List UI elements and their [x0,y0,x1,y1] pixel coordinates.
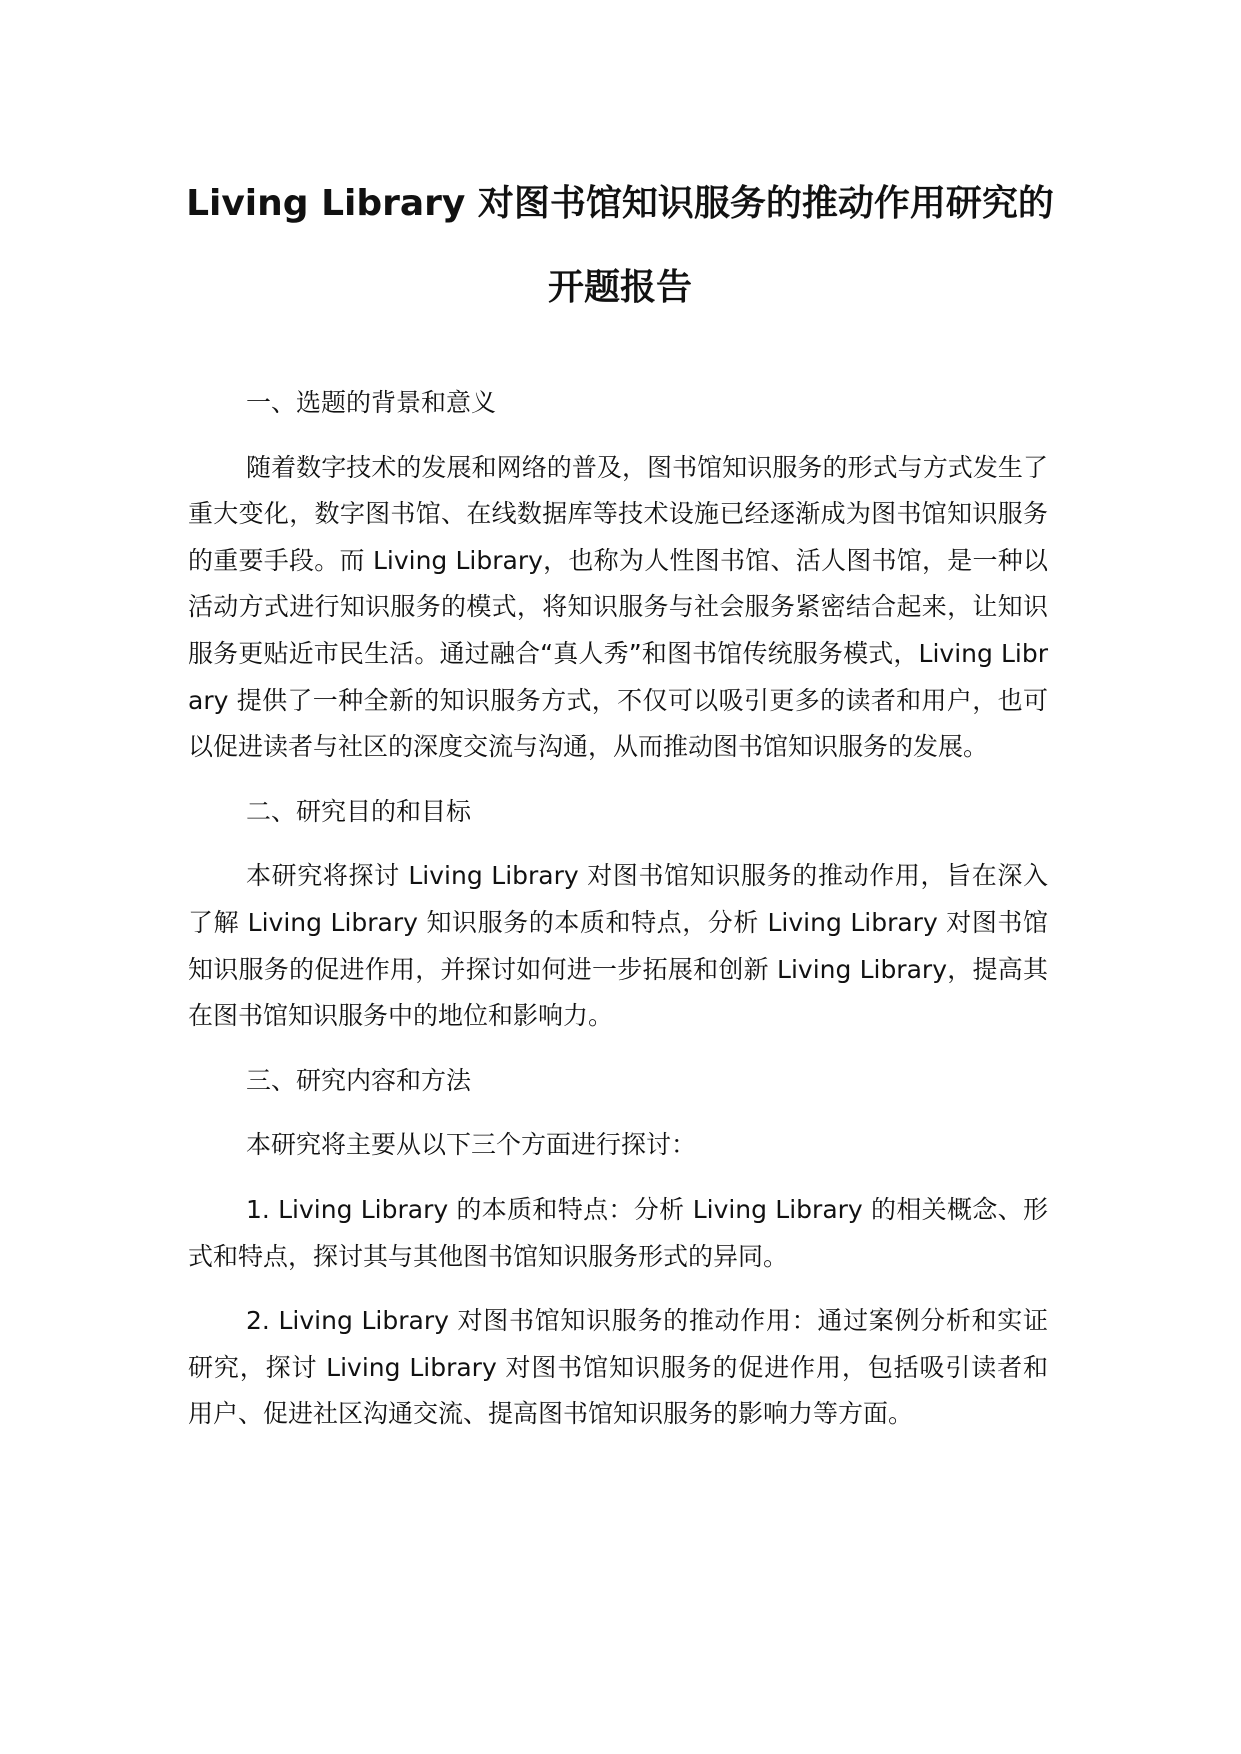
paragraph-background: 随着数字技术的发展和网络的普及，图书馆知识服务的形式与方式发生了重大变化，数字图书馆、在线数据库等技术设施已经逐渐成为图书馆知识服务的重要手段。而 Living Library，也称为人性图书馆、活人图书馆，是一种以活动方式进行知识服务的模式，将知识服务与社会服务紧密结合起来，让知识服务更贴近市民生活。通过融合“真人秀”和图书馆传统服务模式，Living Library 提供了一种全新的知识服务方式，不仅可以吸引更多的读者和用户，也可以促进读者与社区的深度交流与沟通，从而推动图书馆知识服务的发展。 [188,452,1048,762]
document-title-line-1: Living Library 对图书馆知识服务的推动作用研究的 [186,183,1054,224]
section-heading-objectives: 二、研究目的和目标 [246,796,472,826]
paragraph-methods-item-2: 2. Living Library 对图书馆知识服务的推动作用：通过案例分析和实证研究，探讨 Living Library 对图书馆知识服务的促进作用，包括吸引读者和用户、促进社区沟通交流、提高图书馆知识服务的影响力等方面。 [188,1306,1048,1429]
document-title-line-2: 开题报告 [547,267,692,308]
document-body [188,380,1048,1456]
paragraph-methods-intro: 本研究将主要从以下三个方面进行探讨： [246,1130,697,1160]
section-heading-methods: 三、研究内容和方法 [246,1065,472,1095]
paragraph-methods-item-1: 1. Living Library 的本质和特点：分析 Living Library 的相关概念、形式和特点，探讨其与其他图书馆知识服务形式的异同。 [188,1194,1048,1271]
paragraph-objectives: 本研究将探讨 Living Library 对图书馆知识服务的推动作用，旨在深入了解 Living Library 知识服务的本质和特点，分析 Living Library 对图书馆知识服务的促进作用，并探讨如何进一步拓展和创新 Living Library，提高其在图书馆知识服务中的地位和影响力。 [188,861,1048,1031]
section-heading-background: 一、选题的背景和意义 [246,388,497,417]
